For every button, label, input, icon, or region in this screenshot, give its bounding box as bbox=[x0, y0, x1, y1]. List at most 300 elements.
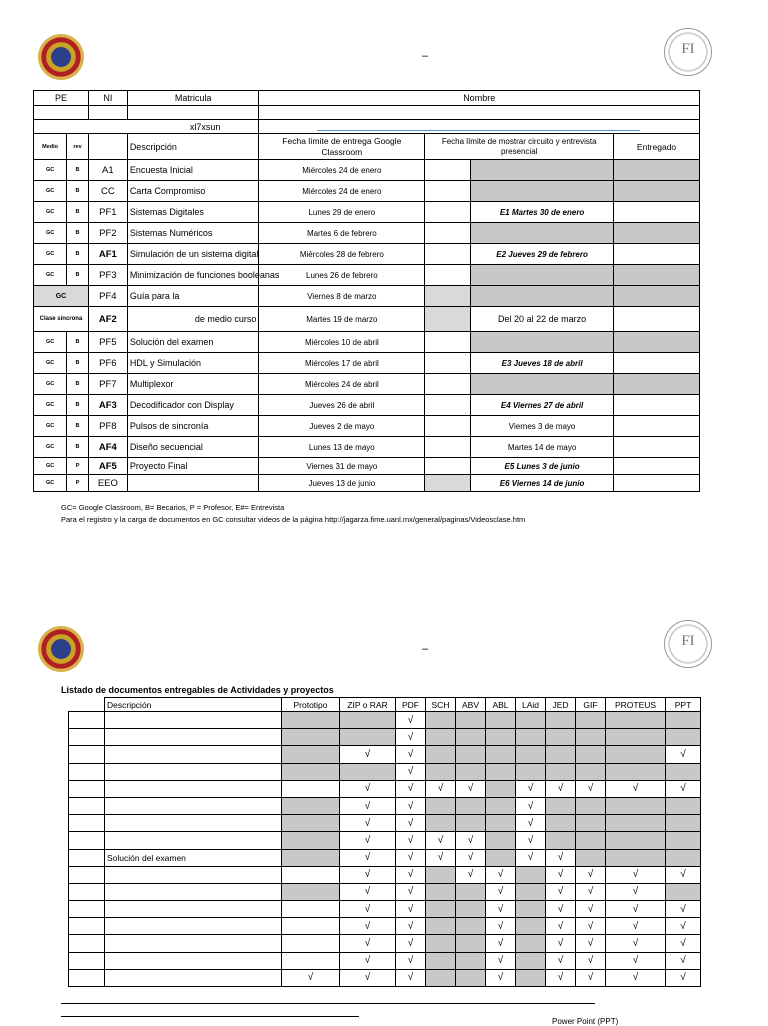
row-entregado[interactable] bbox=[614, 332, 700, 353]
row-index-cell[interactable] bbox=[69, 849, 105, 866]
deliverable-cell: √ bbox=[546, 969, 576, 986]
deliverable-row bbox=[69, 746, 701, 763]
row-entregado[interactable] bbox=[614, 286, 700, 307]
deliverable-cell: √ bbox=[576, 780, 606, 797]
h-descripcion: Descripción bbox=[105, 698, 282, 712]
row-extra-cell bbox=[425, 353, 471, 374]
deliverable-cell bbox=[486, 746, 516, 763]
deliverable-cell bbox=[516, 969, 546, 986]
deliverable-cell: √ bbox=[576, 935, 606, 952]
deliverable-cell bbox=[486, 849, 516, 866]
row-extra-cell bbox=[425, 475, 471, 492]
row-medio: GC bbox=[34, 265, 67, 286]
row-code: PF5 bbox=[88, 332, 127, 353]
row-code: AF4 bbox=[88, 437, 127, 458]
deliverable-cell bbox=[282, 952, 340, 969]
deliverable-cell: √ bbox=[340, 815, 396, 832]
row-extra-cell bbox=[425, 458, 471, 475]
deliverable-cell bbox=[576, 763, 606, 780]
schedule-row bbox=[34, 244, 700, 265]
legend-note: GC= Google Classroom, B= Becarios, P = Profesor, E#= Entrevista bbox=[61, 503, 285, 512]
schedule-row bbox=[34, 475, 700, 492]
row-fecha-mostrar bbox=[471, 223, 614, 244]
deliverable-cell: √ bbox=[516, 797, 546, 814]
row-description bbox=[127, 475, 259, 492]
schedule-row bbox=[34, 286, 700, 307]
deliverable-cell: √ bbox=[340, 866, 396, 883]
deliverable-row bbox=[69, 866, 701, 883]
row-description bbox=[105, 729, 282, 746]
deliverable-cell bbox=[282, 712, 340, 729]
deliverable-cell bbox=[486, 780, 516, 797]
row-code: PF4 bbox=[88, 286, 127, 307]
row-fecha-entrega: Miércoles 10 de abril bbox=[259, 332, 425, 353]
h-laid: LAid bbox=[516, 698, 546, 712]
row-rev: P bbox=[67, 458, 89, 475]
deliverable-cell bbox=[426, 901, 456, 918]
deliverable-cell bbox=[666, 883, 701, 900]
row-entregado[interactable] bbox=[614, 307, 700, 332]
deliverable-cell: √ bbox=[606, 780, 666, 797]
row-fecha-entrega: Miércoles 28 de febrero bbox=[259, 244, 425, 265]
row-code: AF2 bbox=[88, 307, 127, 332]
deliverable-cell bbox=[576, 815, 606, 832]
deliverable-cell: √ bbox=[396, 712, 426, 729]
deliverable-cell: √ bbox=[486, 866, 516, 883]
row-description bbox=[105, 901, 282, 918]
deliverable-cell bbox=[666, 832, 701, 849]
row-index-cell[interactable] bbox=[69, 729, 105, 746]
deliverable-cell: √ bbox=[340, 797, 396, 814]
row-fecha-mostrar bbox=[471, 160, 614, 181]
row-description bbox=[105, 883, 282, 900]
deliverable-cell: √ bbox=[340, 952, 396, 969]
deliverable-cell: √ bbox=[546, 883, 576, 900]
nombre-value-2[interactable] bbox=[259, 120, 700, 134]
row-index-cell[interactable] bbox=[69, 780, 105, 797]
deliverable-cell bbox=[426, 883, 456, 900]
row-fecha-mostrar: Del 20 al 22 de marzo bbox=[471, 307, 614, 332]
row-medio: GC bbox=[34, 458, 67, 475]
row-rev: B bbox=[67, 160, 89, 181]
h-prototipo: Prototipo bbox=[282, 698, 340, 712]
row-rev: B bbox=[67, 181, 89, 202]
row-entregado[interactable] bbox=[614, 437, 700, 458]
header-nombre: Nombre bbox=[259, 91, 700, 106]
signature-line-1 bbox=[61, 1003, 595, 1004]
deliverable-cell bbox=[486, 712, 516, 729]
row-index-cell[interactable] bbox=[69, 935, 105, 952]
deliverable-cell: √ bbox=[396, 746, 426, 763]
row-fecha-entrega: Lunes 26 de febrero bbox=[259, 265, 425, 286]
deliverables-table bbox=[68, 697, 701, 987]
row-description: Diseño secuencial bbox=[127, 437, 259, 458]
row-description: Guía para la bbox=[127, 286, 259, 307]
deliverable-cell: √ bbox=[486, 935, 516, 952]
row-extra-cell bbox=[425, 286, 471, 307]
deliverable-cell bbox=[606, 849, 666, 866]
row-entregado[interactable] bbox=[614, 374, 700, 395]
deliverable-cell bbox=[666, 815, 701, 832]
signature-line-2 bbox=[61, 1016, 359, 1017]
deliverable-row bbox=[69, 935, 701, 952]
deliverable-cell bbox=[282, 797, 340, 814]
row-fecha-mostrar: E6 Viernes 14 de junio bbox=[471, 475, 614, 492]
deliverable-row bbox=[69, 780, 701, 797]
deliverable-cell bbox=[456, 729, 486, 746]
row-index-cell[interactable] bbox=[69, 797, 105, 814]
row-description: Pulsos de sincronía bbox=[127, 416, 259, 437]
row-description: Solución del examen bbox=[127, 332, 259, 353]
deliverable-cell bbox=[606, 729, 666, 746]
row-index-cell[interactable] bbox=[69, 712, 105, 729]
row-entregado[interactable] bbox=[614, 202, 700, 223]
row-description bbox=[105, 969, 282, 986]
deliverable-cell: √ bbox=[426, 780, 456, 797]
deliverable-cell: √ bbox=[486, 883, 516, 900]
row-code: PF1 bbox=[88, 202, 127, 223]
deliverable-cell bbox=[546, 797, 576, 814]
row-index-cell[interactable] bbox=[69, 866, 105, 883]
deliverable-cell: √ bbox=[486, 969, 516, 986]
deliverable-cell bbox=[456, 712, 486, 729]
row-rev: B bbox=[67, 395, 89, 416]
row-code: A1 bbox=[88, 160, 127, 181]
h-jed: JED bbox=[546, 698, 576, 712]
deliverable-cell: √ bbox=[546, 918, 576, 935]
deliverable-cell: √ bbox=[396, 815, 426, 832]
row-medio: GC bbox=[34, 332, 67, 353]
schedule-row bbox=[34, 353, 700, 374]
deliverable-cell: √ bbox=[576, 969, 606, 986]
row-index-cell[interactable] bbox=[69, 815, 105, 832]
deliverable-row bbox=[69, 797, 701, 814]
row-fecha-mostrar: E5 Lunes 3 de junio bbox=[471, 458, 614, 475]
row-fecha-entrega: Lunes 29 de enero bbox=[259, 202, 425, 223]
deliverable-cell bbox=[426, 797, 456, 814]
row-fecha-entrega: Viernes 31 de mayo bbox=[259, 458, 425, 475]
row-fecha-entrega: Jueves 26 de abril bbox=[259, 395, 425, 416]
deliverable-row bbox=[69, 729, 701, 746]
deliverable-cell: √ bbox=[546, 849, 576, 866]
deliverable-cell: √ bbox=[340, 849, 396, 866]
deliverable-row bbox=[69, 918, 701, 935]
deliverable-cell bbox=[546, 729, 576, 746]
row-fecha-entrega: Miércoles 24 de enero bbox=[259, 160, 425, 181]
deliverable-cell bbox=[456, 883, 486, 900]
deliverable-cell bbox=[666, 763, 701, 780]
row-rev: B bbox=[67, 244, 89, 265]
row-description bbox=[105, 866, 282, 883]
h-abl: ABL bbox=[486, 698, 516, 712]
deliverable-cell: √ bbox=[576, 952, 606, 969]
row-description: Solución del examen bbox=[105, 849, 282, 866]
deliverable-cell bbox=[576, 729, 606, 746]
deliverable-cell: √ bbox=[606, 918, 666, 935]
matricula-value: xl7xsun bbox=[34, 120, 259, 134]
deliverable-cell: √ bbox=[576, 901, 606, 918]
row-index-cell[interactable] bbox=[69, 952, 105, 969]
faculty-seal-logo-2: FI bbox=[664, 620, 712, 668]
corner-cell bbox=[69, 698, 105, 712]
row-extra-cell bbox=[425, 374, 471, 395]
deliverable-cell bbox=[516, 746, 546, 763]
deliverable-cell: √ bbox=[516, 815, 546, 832]
deliverable-cell: √ bbox=[546, 780, 576, 797]
row-fecha-entrega: Viernes 8 de marzo bbox=[259, 286, 425, 307]
deliverable-cell: √ bbox=[396, 952, 426, 969]
row-index-cell[interactable] bbox=[69, 969, 105, 986]
deliverable-cell: √ bbox=[340, 883, 396, 900]
row-entregado[interactable] bbox=[614, 416, 700, 437]
row-rev: B bbox=[67, 416, 89, 437]
deliverable-cell: √ bbox=[340, 746, 396, 763]
ni-value[interactable] bbox=[88, 106, 127, 120]
row-extra-cell bbox=[425, 160, 471, 181]
deliverable-cell bbox=[282, 832, 340, 849]
deliverable-cell: √ bbox=[606, 901, 666, 918]
row-code: PF2 bbox=[88, 223, 127, 244]
row-medio: GC bbox=[34, 181, 67, 202]
row-index-cell[interactable] bbox=[69, 763, 105, 780]
deliverable-cell bbox=[282, 849, 340, 866]
row-medio: GC bbox=[34, 475, 67, 492]
deliverable-cell bbox=[516, 901, 546, 918]
deliverable-cell: √ bbox=[486, 918, 516, 935]
schedule-row bbox=[34, 458, 700, 475]
deliverable-cell bbox=[282, 935, 340, 952]
col-medio: Medio bbox=[34, 134, 67, 160]
row-fecha-entrega: Miércoles 24 de abril bbox=[259, 374, 425, 395]
deliverable-cell bbox=[426, 712, 456, 729]
pe-value[interactable] bbox=[34, 106, 89, 120]
deliverable-cell bbox=[516, 918, 546, 935]
row-fecha-entrega: Lunes 13 de mayo bbox=[259, 437, 425, 458]
row-description bbox=[105, 918, 282, 935]
row-entregado[interactable] bbox=[614, 458, 700, 475]
deliverable-cell: √ bbox=[456, 832, 486, 849]
deliverable-cell bbox=[546, 763, 576, 780]
deliverable-cell bbox=[516, 866, 546, 883]
row-rev: B bbox=[67, 437, 89, 458]
deliverable-cell: √ bbox=[340, 901, 396, 918]
deliverable-cell bbox=[282, 815, 340, 832]
nombre-value[interactable] bbox=[259, 106, 700, 120]
row-index-cell[interactable] bbox=[69, 901, 105, 918]
deliverable-cell bbox=[516, 935, 546, 952]
deliverable-cell: √ bbox=[576, 883, 606, 900]
row-extra-cell bbox=[425, 395, 471, 416]
row-fecha-mostrar: E2 Jueves 29 de febrero bbox=[471, 244, 614, 265]
row-medio: GC bbox=[34, 416, 67, 437]
h-sch: SCH bbox=[426, 698, 456, 712]
row-description bbox=[105, 952, 282, 969]
deliverable-cell: √ bbox=[396, 797, 426, 814]
row-description bbox=[105, 935, 282, 952]
row-description: Encuesta Inicial bbox=[127, 160, 259, 181]
deliverable-cell: √ bbox=[486, 901, 516, 918]
row-description bbox=[105, 712, 282, 729]
row-rev: B bbox=[67, 332, 89, 353]
h-ppt: PPT bbox=[666, 698, 701, 712]
row-entregado[interactable] bbox=[614, 265, 700, 286]
deliverable-cell: √ bbox=[606, 935, 666, 952]
row-description: Decodificador con Display bbox=[127, 395, 259, 416]
deliverable-cell bbox=[282, 918, 340, 935]
deliverable-cell bbox=[516, 883, 546, 900]
row-description: Carta Compromiso bbox=[127, 181, 259, 202]
deliverable-cell bbox=[456, 901, 486, 918]
deliverable-row bbox=[69, 763, 701, 780]
row-extra-cell bbox=[425, 202, 471, 223]
deliverable-cell: √ bbox=[546, 952, 576, 969]
schedule-row bbox=[34, 332, 700, 353]
deliverable-cell bbox=[456, 952, 486, 969]
deliverable-cell: √ bbox=[456, 780, 486, 797]
row-index-cell[interactable] bbox=[69, 832, 105, 849]
row-description: Sistemas Digitales bbox=[127, 202, 259, 223]
row-fecha-mostrar: E1 Martes 30 de enero bbox=[471, 202, 614, 223]
matricula-value-top[interactable] bbox=[127, 106, 259, 120]
deliverable-cell bbox=[456, 797, 486, 814]
deliverable-row bbox=[69, 952, 701, 969]
deliverable-cell bbox=[282, 866, 340, 883]
row-description bbox=[105, 832, 282, 849]
row-medio: GC bbox=[34, 286, 89, 307]
col-fecha-entrega: Fecha límite de entrega Google Classroom bbox=[259, 134, 425, 160]
deliverable-cell bbox=[426, 815, 456, 832]
row-extra-cell bbox=[425, 223, 471, 244]
row-fecha-mostrar bbox=[471, 332, 614, 353]
deliverable-cell: √ bbox=[606, 866, 666, 883]
row-fecha-mostrar bbox=[471, 374, 614, 395]
h-zip: ZIP o RAR bbox=[340, 698, 396, 712]
row-fecha-entrega: Martes 19 de marzo bbox=[259, 307, 425, 332]
deliverable-cell: √ bbox=[396, 832, 426, 849]
deliverable-cell bbox=[282, 763, 340, 780]
university-seal-logo-2 bbox=[38, 626, 84, 672]
deliverable-cell: √ bbox=[396, 883, 426, 900]
deliverable-cell: √ bbox=[486, 952, 516, 969]
row-medio: GC bbox=[34, 223, 67, 244]
row-index-cell[interactable] bbox=[69, 746, 105, 763]
deliverable-cell: √ bbox=[426, 832, 456, 849]
deliverable-cell bbox=[666, 712, 701, 729]
row-index-cell[interactable] bbox=[69, 918, 105, 935]
deliverable-cell: √ bbox=[340, 935, 396, 952]
deliverable-cell: √ bbox=[666, 780, 701, 797]
row-entregado[interactable] bbox=[614, 475, 700, 492]
row-description bbox=[105, 746, 282, 763]
deliverable-cell bbox=[486, 815, 516, 832]
row-code: CC bbox=[88, 181, 127, 202]
row-description: Sistemas Numéricos bbox=[127, 223, 259, 244]
row-entregado[interactable] bbox=[614, 160, 700, 181]
row-index-cell[interactable] bbox=[69, 883, 105, 900]
schedule-row bbox=[34, 265, 700, 286]
deliverable-row bbox=[69, 849, 701, 866]
row-medio: GC bbox=[34, 160, 67, 181]
deliverable-cell: √ bbox=[456, 849, 486, 866]
deliverable-cell: √ bbox=[396, 969, 426, 986]
deliverable-cell: √ bbox=[340, 780, 396, 797]
row-fecha-entrega: Martes 6 de febrero bbox=[259, 223, 425, 244]
deliverable-cell: √ bbox=[576, 866, 606, 883]
deliverable-cell bbox=[516, 712, 546, 729]
row-code: EEO bbox=[88, 475, 127, 492]
schedule-row bbox=[34, 307, 700, 332]
deliverable-cell: √ bbox=[396, 849, 426, 866]
h-proteus: PROTEUS bbox=[606, 698, 666, 712]
row-entregado[interactable] bbox=[614, 244, 700, 265]
row-fecha-mostrar: E3 Jueves 18 de abril bbox=[471, 353, 614, 374]
row-code: PF7 bbox=[88, 374, 127, 395]
deliverable-cell bbox=[426, 746, 456, 763]
row-entregado[interactable] bbox=[614, 181, 700, 202]
deliverable-cell bbox=[516, 729, 546, 746]
row-fecha-entrega: Miércoles 17 de abril bbox=[259, 353, 425, 374]
faculty-seal-logo: FI bbox=[664, 28, 712, 76]
deliverable-cell bbox=[426, 763, 456, 780]
deliverable-cell: √ bbox=[606, 969, 666, 986]
schedule-row bbox=[34, 223, 700, 244]
row-description: Minimización de funciones booleanas bbox=[127, 265, 259, 286]
deliverable-cell: √ bbox=[396, 901, 426, 918]
row-rev: B bbox=[67, 223, 89, 244]
row-code: PF8 bbox=[88, 416, 127, 437]
deliverable-row bbox=[69, 901, 701, 918]
deliverable-cell: √ bbox=[516, 780, 546, 797]
row-medio: GC bbox=[34, 353, 67, 374]
deliverable-cell: √ bbox=[340, 918, 396, 935]
row-description: de medio curso bbox=[127, 307, 259, 332]
deliverable-cell bbox=[486, 797, 516, 814]
header-matricula: Matricula bbox=[127, 91, 259, 106]
row-rev: B bbox=[67, 353, 89, 374]
deliverable-cell bbox=[426, 952, 456, 969]
row-code: AF5 bbox=[88, 458, 127, 475]
row-description: HDL y Simulación bbox=[127, 353, 259, 374]
row-medio: Clase síncrona bbox=[34, 307, 89, 332]
row-entregado[interactable] bbox=[614, 353, 700, 374]
deliverable-cell: √ bbox=[666, 866, 701, 883]
deliverable-cell: √ bbox=[340, 969, 396, 986]
row-extra-cell bbox=[425, 307, 471, 332]
schedule-row bbox=[34, 374, 700, 395]
row-entregado[interactable] bbox=[614, 395, 700, 416]
row-description: Proyecto Final bbox=[127, 458, 259, 475]
deliverable-cell: √ bbox=[576, 918, 606, 935]
row-description: Simulación de un sistema digital bbox=[127, 244, 259, 265]
deliverables-title: Listado de documentos entregables de Actividades y proyectos bbox=[61, 685, 334, 695]
row-rev: B bbox=[67, 265, 89, 286]
col-descripcion: Descripción bbox=[127, 134, 259, 160]
deliverable-cell bbox=[576, 712, 606, 729]
deliverable-cell: √ bbox=[546, 901, 576, 918]
video-note: Para el registro y la carga de documentos en GC consultar videos de la página http://jagarza.fime.uanl.mx/general/paginas/Videosclase.htm bbox=[61, 515, 526, 524]
row-entregado[interactable] bbox=[614, 223, 700, 244]
deliverable-cell: √ bbox=[456, 866, 486, 883]
deliverable-cell bbox=[340, 729, 396, 746]
deliverable-cell bbox=[426, 935, 456, 952]
row-description bbox=[105, 780, 282, 797]
separator-line bbox=[317, 130, 640, 131]
deliverable-cell bbox=[546, 712, 576, 729]
row-description bbox=[105, 763, 282, 780]
deliverable-cell bbox=[282, 729, 340, 746]
row-extra-cell bbox=[425, 244, 471, 265]
deliverable-cell: √ bbox=[606, 952, 666, 969]
